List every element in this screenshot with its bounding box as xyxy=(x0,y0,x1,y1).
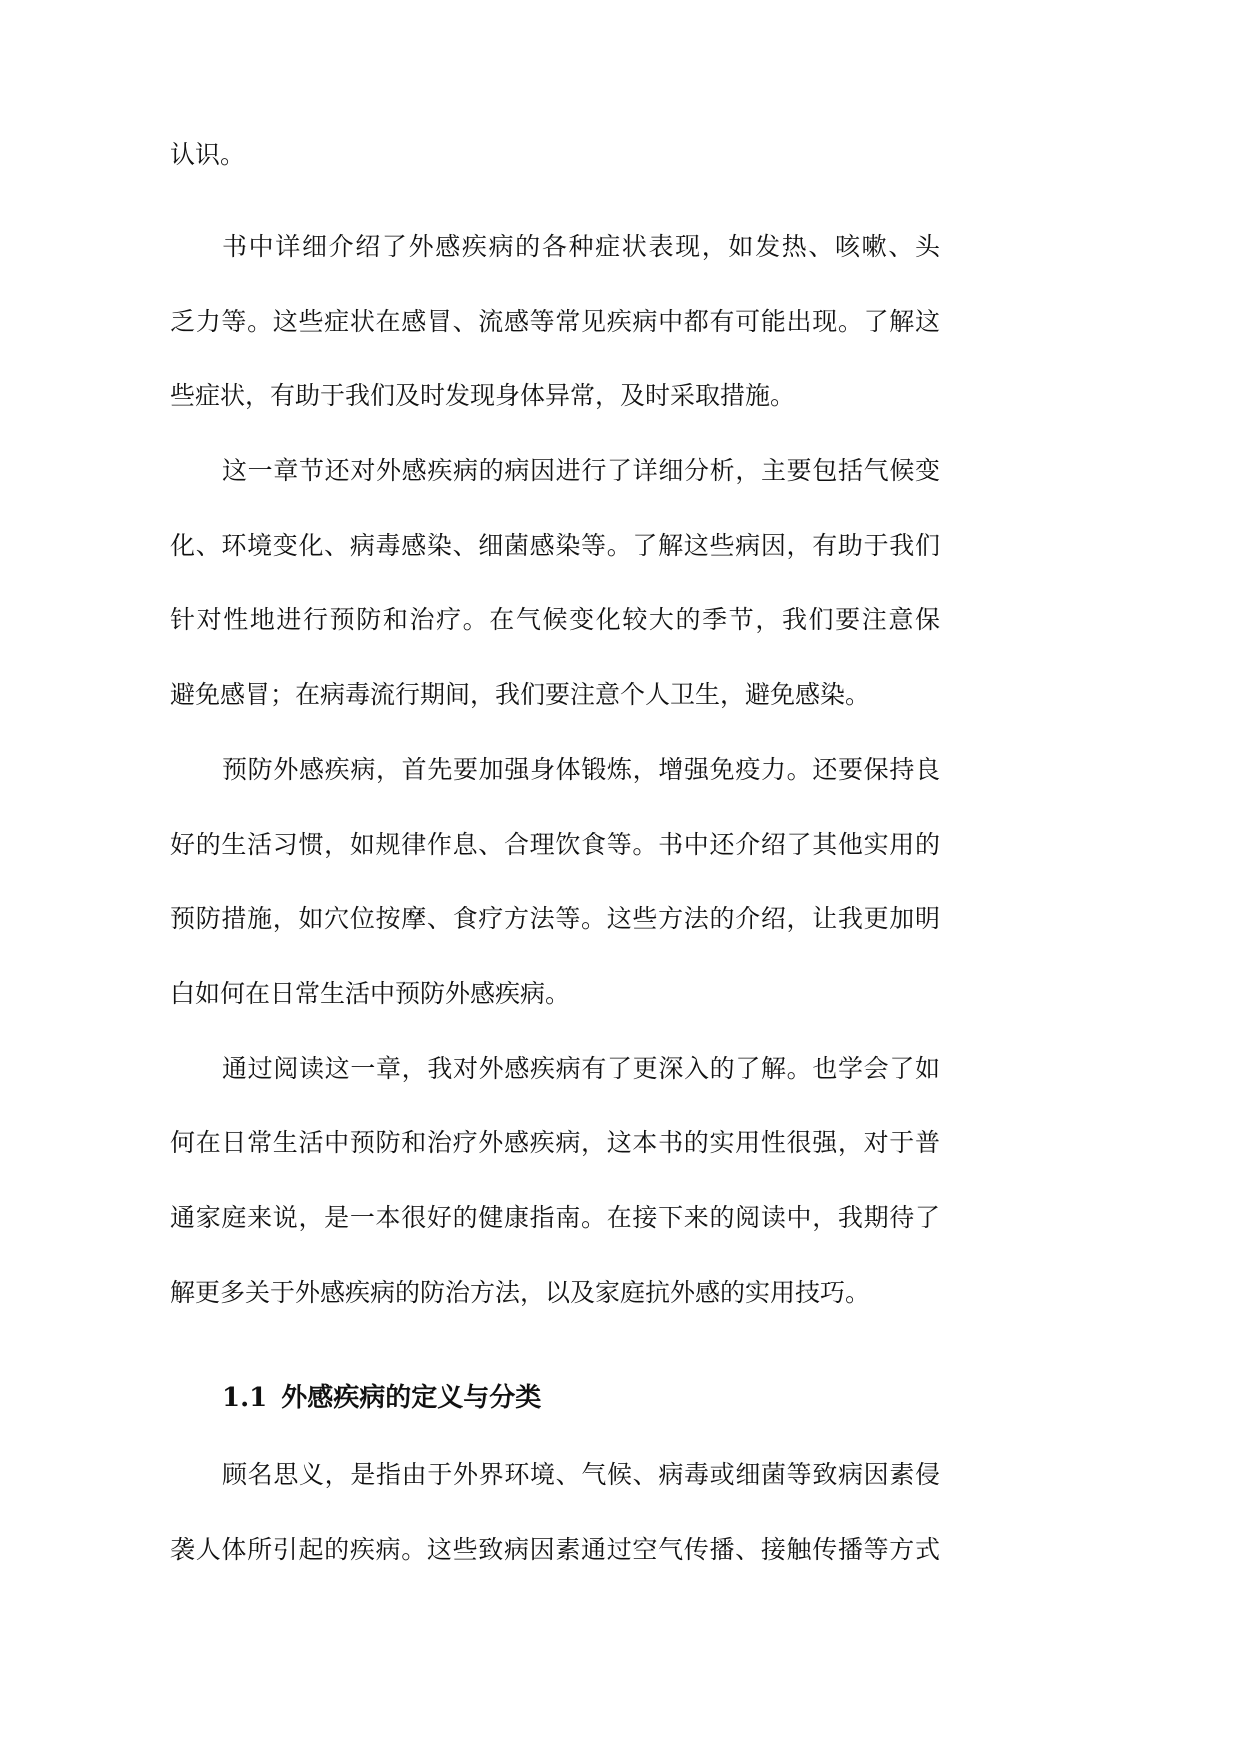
paragraph xyxy=(170,1438,940,1587)
body-text xyxy=(170,210,940,1330)
text-line: 乏力等。这些症状在感冒、流感等常见疾病中都有可能出现。了解这 xyxy=(170,306,940,336)
text-line: 袭人体所引起的疾病。这些致病因素通过空气传播、接触传播等方式 xyxy=(170,1534,940,1564)
paragraph xyxy=(170,210,940,434)
text-line: 针对性地进行预防和治疗。在气候变化较大的季节，我们要注意保 xyxy=(170,605,940,635)
section-title: 外感疾病的定义与分类 xyxy=(281,1383,542,1413)
section-heading xyxy=(222,1361,541,1435)
text-line: 预防措施，如穴位按摩、食疗方法等。这些方法的介绍，让我更加明 xyxy=(170,904,940,934)
text-line: 书中详细介绍了外感疾病的各种症状表现，如发热、咳嗽、头 xyxy=(222,232,940,261)
text-line: 避免感冒；在病毒流行期间，我们要注意个人卫生，避免感染。 xyxy=(170,680,871,710)
text-line: 顾名思义，是指由于外界环境、气候、病毒或细菌等致病因素侵 xyxy=(222,1460,940,1489)
text-line: 何在日常生活中预防和治疗外感疾病，这本书的实用性很强，对于普 xyxy=(170,1128,940,1158)
section-number: 1.1 xyxy=(222,1383,268,1413)
text-line: 这一章节还对外感疾病的病因进行了详细分析，主要包括气候变 xyxy=(222,456,940,486)
text-line: 通家庭来说，是一本很好的健康指南。在接下来的阅读中，我期待了 xyxy=(170,1202,940,1232)
text-line: 认识。 xyxy=(170,140,246,169)
text-line: 通过阅读这一章，我对外感疾病有了更深入的了解。也学会了如 xyxy=(222,1053,940,1083)
text-line: 预防外感疾病，首先要加强身体锻炼，增强免疫力。还要保持良 xyxy=(222,754,940,784)
paragraph xyxy=(170,434,940,733)
paragraph xyxy=(170,733,940,1032)
text-line: 解更多关于外感疾病的防治方法，以及家庭抗外感的实用技巧。 xyxy=(170,1277,871,1307)
text-line: 好的生活习惯，如规律作息、合理饮食等。书中还介绍了其他实用的 xyxy=(170,829,940,859)
continuation-paragraph xyxy=(170,118,940,193)
text-line: 些症状，有助于我们及时发现身体异常，及时采取措施。 xyxy=(170,381,796,411)
text-line: 化、环境变化、病毒感染、细菌感染等。了解这些病因，有助于我们 xyxy=(170,530,940,560)
paragraph xyxy=(170,1032,940,1331)
text-line: 白如何在日常生活中预防外感疾病。 xyxy=(170,978,571,1008)
